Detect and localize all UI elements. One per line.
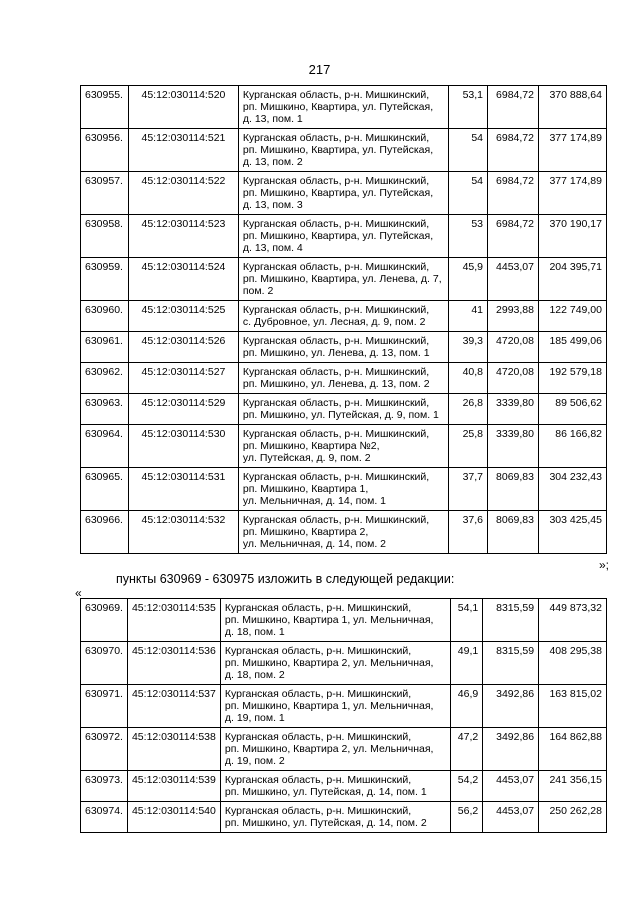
row-number-cell: 630972. [81, 728, 128, 771]
total-value-cell: 377 174,89 [538, 172, 606, 215]
table-row [81, 86, 607, 129]
address-cell [220, 642, 450, 685]
total-value-cell: 204 395,71 [538, 258, 606, 301]
table-row [81, 599, 607, 642]
row-number-cell: 630959. [81, 258, 129, 301]
cadastral-number-cell: 45:12:030114:540 [127, 802, 220, 833]
row-number-cell: 630969. [81, 599, 128, 642]
unit-price-cell: 4720,08 [488, 363, 539, 394]
area-cell: 26,8 [449, 394, 488, 425]
address-line: д. 13, пом. 2 [242, 156, 303, 168]
cadastral-number-cell: 45:12:030114:531 [128, 468, 238, 511]
cadastral-number-cell: 45:12:030114:532 [128, 511, 238, 554]
table-row [81, 771, 607, 802]
address-cell [238, 332, 448, 363]
area-cell: 54 [449, 172, 488, 215]
table-row [81, 642, 607, 685]
unit-price-cell: 4453,07 [483, 802, 539, 833]
property-table-1 [80, 85, 607, 554]
address-cell [238, 258, 448, 301]
address-line: Курганская область, р-н. Мишкинский, [224, 645, 412, 657]
unit-price-cell: 3339,80 [488, 394, 539, 425]
total-value-cell: 122 749,00 [538, 301, 606, 332]
total-value-cell: 250 262,28 [539, 802, 607, 833]
table-row [81, 332, 607, 363]
row-number-cell: 630971. [81, 685, 128, 728]
address-line: д. 13, пом. 1 [242, 113, 303, 125]
area-cell: 45,9 [449, 258, 488, 301]
area-cell: 53,1 [449, 86, 488, 129]
unit-price-cell: 8069,83 [488, 468, 539, 511]
total-value-cell: 164 862,88 [539, 728, 607, 771]
area-cell: 37,7 [449, 468, 488, 511]
table-row [81, 215, 607, 258]
area-cell: 25,8 [449, 425, 488, 468]
total-value-cell: 304 232,43 [538, 468, 606, 511]
row-number-cell: 630966. [81, 511, 129, 554]
address-cell [238, 301, 448, 332]
area-cell: 40,8 [449, 363, 488, 394]
address-line: Курганская область, р-н. Мишкинский, [224, 774, 412, 786]
cadastral-number-cell: 45:12:030114:523 [128, 215, 238, 258]
area-cell: 56,2 [451, 802, 483, 833]
address-line: д. 18, пом. 2 [224, 669, 285, 681]
cadastral-number-cell: 45:12:030114:522 [128, 172, 238, 215]
address-cell [238, 511, 448, 554]
address-line: Курганская область, р-н. Мишкинский, [242, 261, 430, 273]
total-value-cell: 377 174,89 [538, 129, 606, 172]
address-cell [238, 363, 448, 394]
address-line: рп. Мишкино, Квартира 2, ул. Мельничная, [224, 743, 434, 755]
total-value-cell: 89 506,62 [538, 394, 606, 425]
table-row [81, 129, 607, 172]
unit-price-cell: 3492,86 [483, 685, 539, 728]
address-cell [220, 685, 450, 728]
cadastral-number-cell: 45:12:030114:529 [128, 394, 238, 425]
address-line: рп. Мишкино, Квартира 1, [242, 483, 369, 495]
address-line: рп. Мишкино, Квартира, ул. Путейская, [242, 101, 434, 113]
intro-text: пункты 630969 - 630975 изложить в следующей редакции: [116, 572, 455, 586]
table-row [81, 468, 607, 511]
area-cell: 39,3 [449, 332, 488, 363]
row-number-cell: 630965. [81, 468, 129, 511]
address-line: рп. Мишкино, Квартира 1, ул. Мельничная, [224, 700, 434, 712]
area-cell: 37,6 [449, 511, 488, 554]
unit-price-cell: 6984,72 [488, 172, 539, 215]
address-line: ул. Мельничная, д. 14, пом. 1 [242, 495, 386, 507]
unit-price-cell: 8315,59 [483, 599, 539, 642]
row-number-cell: 630958. [81, 215, 129, 258]
address-line: Курганская область, р-н. Мишкинский, [242, 218, 430, 230]
address-line: Курганская область, р-н. Мишкинский, [224, 602, 412, 614]
cadastral-number-cell: 45:12:030114:525 [128, 301, 238, 332]
address-line: рп. Мишкино, Квартира 2, [242, 526, 369, 538]
table-row [81, 394, 607, 425]
address-cell [238, 394, 448, 425]
table-row [81, 685, 607, 728]
row-number-cell: 630962. [81, 363, 129, 394]
area-cell: 53 [449, 215, 488, 258]
unit-price-cell: 4720,08 [488, 332, 539, 363]
address-line: рп. Мишкино, ул. Ленева, д. 13, пом. 2 [242, 378, 430, 390]
unit-price-cell: 6984,72 [488, 215, 539, 258]
address-line: Курганская область, р-н. Мишкинский, [224, 688, 412, 700]
address-line: рп. Мишкино, Квартира, ул. Путейская, [242, 187, 434, 199]
address-line: Курганская область, р-н. Мишкинский, [242, 397, 430, 409]
cadastral-number-cell: 45:12:030114:521 [128, 129, 238, 172]
page-number: 217 [308, 62, 331, 77]
table-row [81, 363, 607, 394]
address-line: рп. Мишкино, Квартира 2, ул. Мельничная, [224, 657, 434, 669]
total-value-cell: 163 815,02 [539, 685, 607, 728]
cadastral-number-cell: 45:12:030114:530 [128, 425, 238, 468]
address-line: Курганская область, р-н. Мишкинский, [242, 175, 430, 187]
row-number-cell: 630973. [81, 771, 128, 802]
address-cell [238, 172, 448, 215]
total-value-cell: 408 295,38 [539, 642, 607, 685]
row-number-cell: 630961. [81, 332, 129, 363]
cadastral-number-cell: 45:12:030114:526 [128, 332, 238, 363]
address-cell [220, 802, 450, 833]
unit-price-cell: 8069,83 [488, 511, 539, 554]
area-cell: 54,2 [451, 771, 483, 802]
cadastral-number-cell: 45:12:030114:520 [128, 86, 238, 129]
area-cell: 49,1 [451, 642, 483, 685]
total-value-cell: 370 190,17 [538, 215, 606, 258]
address-line: ул. Мельничная, д. 14, пом. 2 [242, 538, 386, 550]
opening-quote: « [75, 586, 82, 600]
area-cell: 47,2 [451, 728, 483, 771]
unit-price-cell: 3492,86 [483, 728, 539, 771]
address-line: д. 18, пом. 1 [224, 626, 285, 638]
total-value-cell: 192 579,18 [538, 363, 606, 394]
address-line: рп. Мишкино, ул. Путейская, д. 14, пом. 1 [224, 786, 427, 798]
address-line: Курганская область, р-н. Мишкинский, [242, 304, 430, 316]
cadastral-number-cell: 45:12:030114:536 [127, 642, 220, 685]
table-row [81, 301, 607, 332]
unit-price-cell: 6984,72 [488, 129, 539, 172]
address-cell [238, 425, 448, 468]
cadastral-number-cell: 45:12:030114:527 [128, 363, 238, 394]
address-line: рп. Мишкино, ул. Путейская, д. 14, пом. 2 [224, 817, 427, 829]
address-line: пом. 2 [242, 285, 274, 297]
unit-price-cell: 8315,59 [483, 642, 539, 685]
address-line: Курганская область, р-н. Мишкинский, [224, 805, 412, 817]
address-line: Курганская область, р-н. Мишкинский, [242, 428, 430, 440]
table-row [81, 258, 607, 301]
address-cell [220, 771, 450, 802]
address-line: Курганская область, р-н. Мишкинский, [242, 471, 430, 483]
row-number-cell: 630956. [81, 129, 129, 172]
row-number-cell: 630970. [81, 642, 128, 685]
address-cell [238, 468, 448, 511]
area-cell: 41 [449, 301, 488, 332]
address-line: Курганская область, р-н. Мишкинский, [242, 366, 430, 378]
total-value-cell: 185 499,06 [538, 332, 606, 363]
area-cell: 46,9 [451, 685, 483, 728]
address-line: рп. Мишкино, Квартира 1, ул. Мельничная, [224, 614, 434, 626]
address-cell [220, 599, 450, 642]
address-line: рп. Мишкино, Квартира №2, [242, 440, 380, 452]
address-line: рп. Мишкино, ул. Путейская, д. 9, пом. 1 [242, 409, 439, 421]
address-line: д. 19, пом. 2 [224, 755, 285, 767]
row-number-cell: 630955. [81, 86, 129, 129]
total-value-cell: 370 888,64 [538, 86, 606, 129]
row-number-cell: 630957. [81, 172, 129, 215]
table-row [81, 425, 607, 468]
area-cell: 54 [449, 129, 488, 172]
address-line: Курганская область, р-н. Мишкинский, [242, 514, 430, 526]
address-line: рп. Мишкино, Квартира, ул. Ленева, д. 7, [242, 273, 442, 285]
total-value-cell: 449 873,32 [539, 599, 607, 642]
unit-price-cell: 4453,07 [483, 771, 539, 802]
row-number-cell: 630964. [81, 425, 129, 468]
address-line: ул. Путейская, д. 9, пом. 2 [242, 452, 371, 464]
row-number-cell: 630963. [81, 394, 129, 425]
table-row [81, 802, 607, 833]
address-line: Курганская область, р-н. Мишкинский, [242, 132, 430, 144]
total-value-cell: 86 166,82 [538, 425, 606, 468]
row-number-cell: 630960. [81, 301, 129, 332]
property-table-2 [80, 598, 607, 833]
table-row [81, 172, 607, 215]
total-value-cell: 241 356,15 [539, 771, 607, 802]
address-line: Курганская область, р-н. Мишкинский, [242, 335, 430, 347]
unit-price-cell: 2993,88 [488, 301, 539, 332]
table-row [81, 728, 607, 771]
address-line: д. 13, пом. 3 [242, 199, 303, 211]
address-cell [220, 728, 450, 771]
address-line: д. 13, пом. 4 [242, 242, 303, 254]
closing-quote: »; [598, 558, 609, 572]
unit-price-cell: 6984,72 [488, 86, 539, 129]
address-line: Курганская область, р-н. Мишкинский, [224, 731, 412, 743]
address-line: с. Дубровное, ул. Лесная, д. 9, пом. 2 [242, 316, 426, 328]
cadastral-number-cell: 45:12:030114:537 [127, 685, 220, 728]
cadastral-number-cell: 45:12:030114:524 [128, 258, 238, 301]
address-cell [238, 86, 448, 129]
address-line: д. 19, пом. 1 [224, 712, 285, 724]
cadastral-number-cell: 45:12:030114:538 [127, 728, 220, 771]
cadastral-number-cell: 45:12:030114:535 [127, 599, 220, 642]
address-cell [238, 129, 448, 172]
unit-price-cell: 4453,07 [488, 258, 539, 301]
total-value-cell: 303 425,45 [538, 511, 606, 554]
address-line: Курганская область, р-н. Мишкинский, [242, 89, 430, 101]
unit-price-cell: 3339,80 [488, 425, 539, 468]
address-line: рп. Мишкино, ул. Ленева, д. 13, пом. 1 [242, 347, 430, 359]
address-line: рп. Мишкино, Квартира, ул. Путейская, [242, 144, 434, 156]
area-cell: 54,1 [451, 599, 483, 642]
address-cell [238, 215, 448, 258]
row-number-cell: 630974. [81, 802, 128, 833]
table-row [81, 511, 607, 554]
address-line: рп. Мишкино, Квартира, ул. Путейская, [242, 230, 434, 242]
cadastral-number-cell: 45:12:030114:539 [127, 771, 220, 802]
